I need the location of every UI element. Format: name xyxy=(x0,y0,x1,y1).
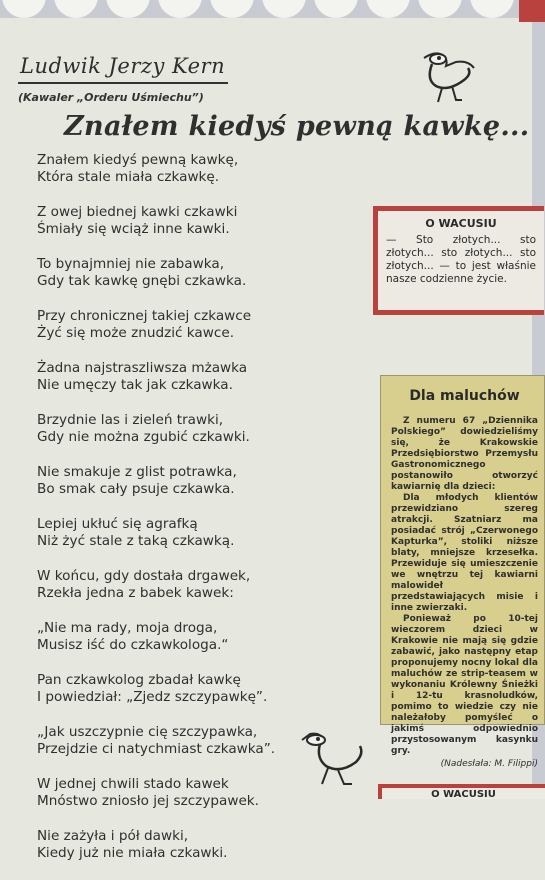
poem-stanza xyxy=(37,828,337,862)
poem-line: Niż żyć stale z taką czkawką. xyxy=(37,533,235,549)
maluchy-text xyxy=(391,416,538,757)
author-name: Ludwik Jerzy Kern xyxy=(20,54,226,78)
poem-line: I powiedział: „Zjedz szczypawkę”. xyxy=(37,689,268,705)
poem-stanza xyxy=(37,620,337,654)
poem-line: Bo smak cały psuje czkawka. xyxy=(37,481,235,497)
wacus-box-inner xyxy=(378,211,544,310)
poem-line: Znałem kiedyś pewną kawkę, xyxy=(37,152,239,168)
poem-stanza xyxy=(37,204,337,238)
corner-decoration xyxy=(519,0,545,22)
decorative-circle xyxy=(106,0,150,18)
poem-stanza xyxy=(37,776,337,810)
poem-stanza xyxy=(37,412,337,446)
poem-line: Która stale miała czkawkę. xyxy=(37,169,220,185)
poem-line: Z owej biednej kawki czkawki xyxy=(37,204,238,220)
poem-line: „Jak uszczypnie cię szczypawka, xyxy=(37,724,258,740)
maluchy-title: Dla maluchów xyxy=(409,388,520,404)
poem-line: Pan czkawkolog zbadał kawkę xyxy=(37,672,241,688)
wacus-box xyxy=(373,206,544,315)
maluchy-paragraph: Dla młodych klientów przewidziano szereg atrakcji. Szatniarz ma posiadać strój „Czerwonego Kapturka”, stoliki niższe blaty, mniejsze krzesełka. Przewiduje się umieszczenie we wnętrzu tej kawiarni malowideł przedstawiających misie i inne zwierzaki. xyxy=(391,493,538,613)
wacus-text: — Sto złotych... sto złotych... sto złotych... sto złotych... — to jest właśnie nasze codzienne życie. xyxy=(386,234,536,285)
decorative-circle xyxy=(470,0,514,18)
poem-stanza xyxy=(37,516,337,550)
poem-stanza xyxy=(37,360,337,394)
poem-stanza xyxy=(37,672,337,706)
author-subtitle: (Kawaler „Orderu Uśmiechu”) xyxy=(18,91,204,104)
poem-line: Żyć się może znudzić kawce. xyxy=(37,325,235,341)
wacus-title: O WACUSIU xyxy=(425,217,497,230)
top-decorative-strip xyxy=(0,0,545,18)
decorative-circle xyxy=(366,0,410,18)
bird-icon xyxy=(412,40,482,110)
poem-stanza xyxy=(37,152,337,186)
maluchy-box xyxy=(380,375,545,769)
poem-stanza xyxy=(37,724,337,758)
maluchy-signature: (Nadesłała: M. Filippi) xyxy=(440,759,538,769)
maluchy-paragraph: Ponieważ po 10-tej wieczorem dzieci w Krakowie nie mają się gdzie zabawić, jako następny etap proponujemy nocny lokal dla maluchów ze strip-teasem w wykonaniu Królewny Śnieżki i 12-tu krasnoludków, pomimo to wiedzie czy nie należałoby pomyśleć o jakimś odpowiednio przystosowanym kasynku gry. xyxy=(391,614,538,756)
poem-line: Przejdzie ci natychmiast czkawka”. xyxy=(37,741,276,757)
poem-line: Musisz iść do czkawkologa.“ xyxy=(37,637,229,653)
bottom-wacus-title: O WACUSIU xyxy=(382,788,545,799)
poem-line: W końcu, gdy dostała drgawek, xyxy=(37,568,251,584)
poem-line: Lepiej ukłuć się agrafką xyxy=(37,516,198,532)
author-underline xyxy=(18,82,228,84)
poem-line: Kiedy już nie miała czkawki. xyxy=(37,845,228,861)
poem-stanza xyxy=(37,464,337,498)
poem-line: Rzekła jedna z babek kawek: xyxy=(37,585,234,601)
poem-stanza xyxy=(37,256,337,290)
poem-line: Gdy nie można zgubić czkawki. xyxy=(37,429,250,445)
poem-line: Nie zażyła i pół dawki, xyxy=(37,828,189,844)
poem-title: Znałem kiedyś pewną kawkę... xyxy=(64,111,530,142)
decorative-circle xyxy=(262,0,306,18)
poem-line: Śmiały się wciąż inne kawki. xyxy=(37,221,230,237)
poem-line: Gdy tak kawkę gnębi czkawka. xyxy=(37,273,247,289)
decorative-circle xyxy=(418,0,462,18)
poem-line: Mnóstwo zniosło jej szczypawek. xyxy=(37,793,260,809)
poem-body xyxy=(37,152,337,880)
poem-line: Brzydnie las i zieleń trawki, xyxy=(37,412,224,428)
poem-line: Nie umęczy tak jak czkawka. xyxy=(37,377,233,393)
decorative-circle xyxy=(314,0,358,18)
poem-stanza xyxy=(37,308,337,342)
poem-line: „Nie ma rady, moja droga, xyxy=(37,620,218,636)
decorative-circle xyxy=(2,0,46,18)
poem-line: W jednej chwili stado kawek xyxy=(37,776,229,792)
poem-line: To bynajmniej nie zabawka, xyxy=(37,256,225,272)
poem-line: Żadna najstraszliwsza mżawka xyxy=(37,360,248,376)
decorative-circle xyxy=(158,0,202,18)
bottom-wacus-box xyxy=(378,784,545,799)
decorative-circle xyxy=(210,0,254,18)
decorative-circle xyxy=(54,0,98,18)
maluchy-paragraph: Z numeru 67 „Dziennika Polskiego” dowiedzieliśmy się, że Krakowskie Przedsiębiorstwo Przemysłu Gastronomicznego postanowiło otworzyć kawiarnię dla dzieci: xyxy=(391,416,538,492)
poem-line: Nie smakuje z glist potrawka, xyxy=(37,464,237,480)
poem-line: Przy chronicznej takiej czkawce xyxy=(37,308,252,324)
poem-stanza xyxy=(37,568,337,602)
